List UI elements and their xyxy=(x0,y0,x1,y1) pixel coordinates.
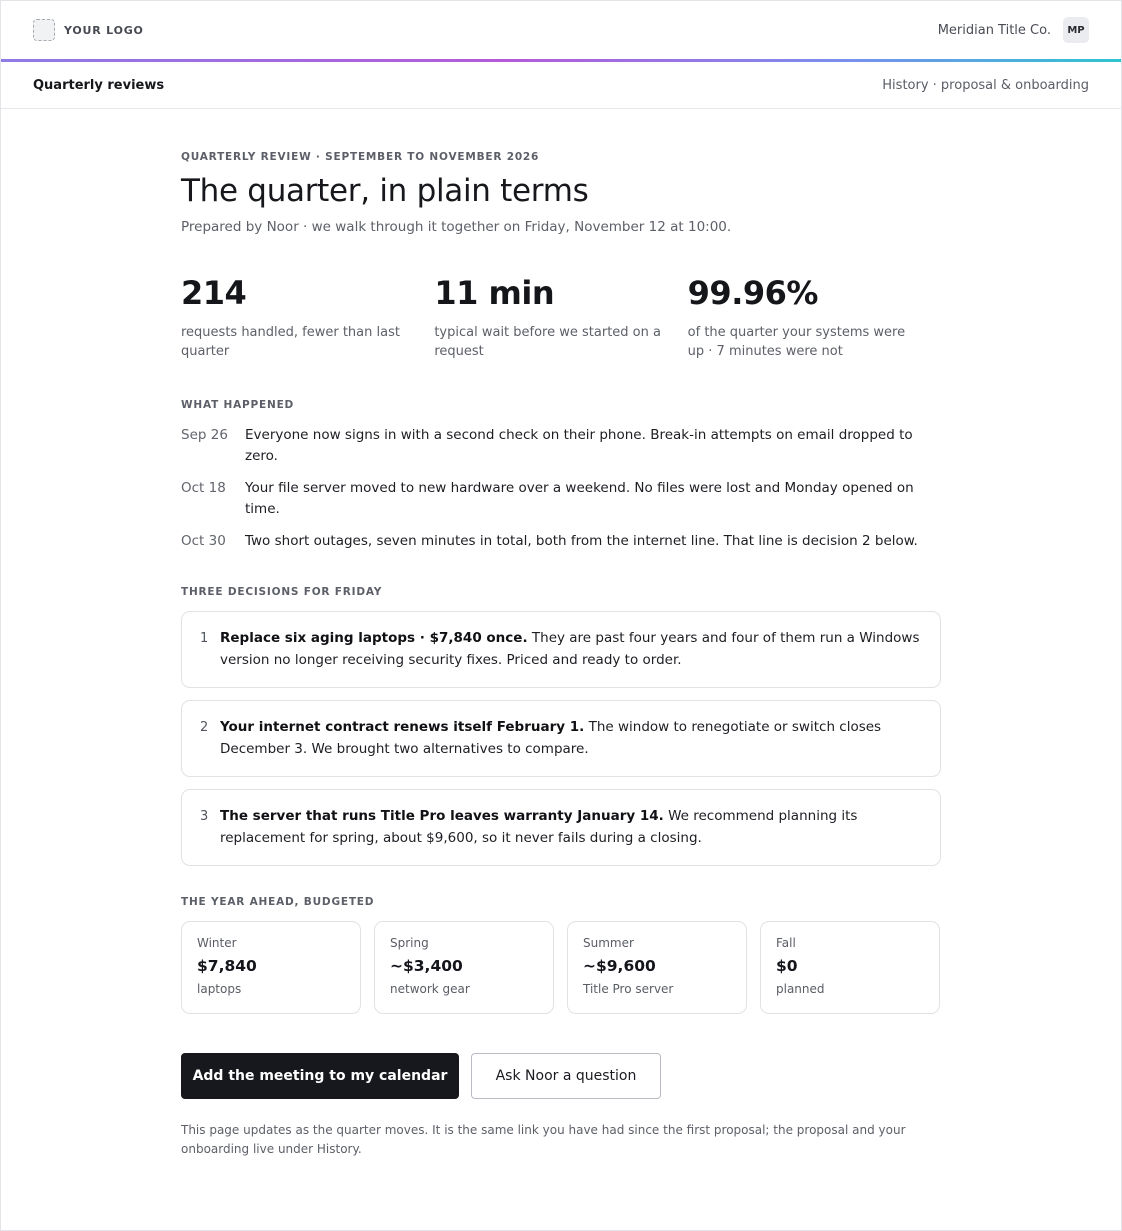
quarter-name: Fall xyxy=(776,936,796,950)
action-row xyxy=(181,1053,941,1099)
quarter-amount: ~$3,400 xyxy=(390,957,463,975)
stats-row xyxy=(181,274,941,361)
add-to-calendar-button[interactable]: Add the meeting to my calendar xyxy=(181,1053,459,1099)
avatar[interactable]: MP xyxy=(1063,17,1089,43)
quarter-note: network gear xyxy=(390,982,470,996)
event-date: Sep 26 xyxy=(181,427,228,443)
event-text: Two short outages, seven minutes in total, both from the internet line. That line is decision 2 below. xyxy=(245,533,918,549)
decision-title: The server that runs Title Pro leaves warranty January 14. xyxy=(220,808,664,824)
decision-number: 1 xyxy=(200,631,209,646)
quarter-note: laptops xyxy=(197,982,242,996)
event-text: Everyone now signs in with a second check on their phone. Break-in attempts on email dropped to zero. xyxy=(245,427,913,464)
page-title: The quarter, in plain terms xyxy=(181,173,589,209)
stat-requests xyxy=(181,274,434,361)
decision-title: Your internet contract renews itself February 1. xyxy=(220,719,585,735)
event-item xyxy=(181,478,941,520)
quarter-name: Summer xyxy=(583,936,634,950)
quarter-card-summer xyxy=(567,921,747,1014)
brand[interactable] xyxy=(33,19,144,41)
decision-card xyxy=(181,611,941,688)
stat-label: requests handled, fewer than last quarter xyxy=(181,325,400,359)
event-text: Your file server moved to new hardware over a weekend. No files were lost and Monday opened on time. xyxy=(245,480,914,517)
company-name: Meridian Title Co. xyxy=(937,22,1051,38)
decision-card xyxy=(181,700,941,777)
event-item xyxy=(181,425,941,467)
decision-text xyxy=(220,717,922,760)
decision-body: We recommend planning its replacement for spring, about $9,600, so it never fails during a closing. xyxy=(220,808,858,846)
top-bar xyxy=(1,1,1121,59)
quarter-list xyxy=(181,921,941,1014)
quarter-amount: $0 xyxy=(776,957,798,975)
stat-value: 214 xyxy=(181,274,247,312)
stat-uptime xyxy=(687,274,941,361)
quarter-amount: $7,840 xyxy=(197,957,257,975)
account-area xyxy=(938,17,1089,43)
quarter-card-spring xyxy=(374,921,554,1014)
quarter-note: planned xyxy=(776,982,825,996)
quarter-name: Winter xyxy=(197,936,237,950)
quarter-name: Spring xyxy=(390,936,429,950)
decision-body: The window to renegotiate or switch closes December 3. We brought two alternatives to compare. xyxy=(220,719,882,757)
section-title: Quarterly reviews xyxy=(33,77,165,93)
decision-body: They are past four years and four of them run a Windows version no longer receiving security fixes. Priced and ready to order. xyxy=(220,630,920,668)
event-date: Oct 18 xyxy=(181,480,226,496)
history-link[interactable]: History · proposal & onboarding xyxy=(882,77,1089,93)
event-item xyxy=(181,531,941,552)
decision-text xyxy=(220,806,922,849)
stat-value: 11 min xyxy=(434,274,555,312)
decisions-section xyxy=(181,586,941,866)
stat-label: typical wait before we started on a request xyxy=(434,325,661,359)
logo-placeholder-icon xyxy=(33,19,55,41)
stat-value: 99.96% xyxy=(687,274,818,312)
footnote: This page updates as the quarter moves. It is the same link you have had since the first proposal; the proposal and your onboarding live under History. xyxy=(181,1123,906,1156)
year-ahead-section xyxy=(181,896,941,1014)
ask-question-button[interactable]: Ask Noor a question xyxy=(471,1053,661,1099)
quarter-card-fall xyxy=(760,921,940,1014)
sub-header xyxy=(1,62,1121,109)
decision-title: Replace six aging laptops · $7,840 once. xyxy=(220,630,528,646)
quarter-note: Title Pro server xyxy=(583,982,674,996)
what-happened-section xyxy=(181,399,941,552)
decision-text xyxy=(220,628,922,671)
decision-number: 3 xyxy=(200,809,209,824)
stat-wait xyxy=(434,274,687,361)
event-date: Oct 30 xyxy=(181,533,226,549)
quarter-card-winter xyxy=(181,921,361,1014)
review-content xyxy=(181,151,941,1159)
stat-label: of the quarter your systems were up · 7 minutes were not xyxy=(687,325,906,359)
logo-text: YOUR LOGO xyxy=(64,23,144,37)
section-heading: THE YEAR AHEAD, BUDGETED xyxy=(181,896,375,908)
byline: Prepared by Noor · we walk through it together on Friday, November 12 at 10:00. xyxy=(181,219,732,235)
review-eyebrow: QUARTERLY REVIEW · SEPTEMBER TO NOVEMBER 2026 xyxy=(181,151,540,163)
decision-number: 2 xyxy=(200,720,209,735)
decision-card xyxy=(181,789,941,866)
section-heading: THREE DECISIONS FOR FRIDAY xyxy=(181,586,383,598)
section-heading: WHAT HAPPENED xyxy=(181,399,295,411)
event-list xyxy=(181,425,941,552)
decision-list xyxy=(181,611,941,866)
quarter-amount: ~$9,600 xyxy=(583,957,656,975)
